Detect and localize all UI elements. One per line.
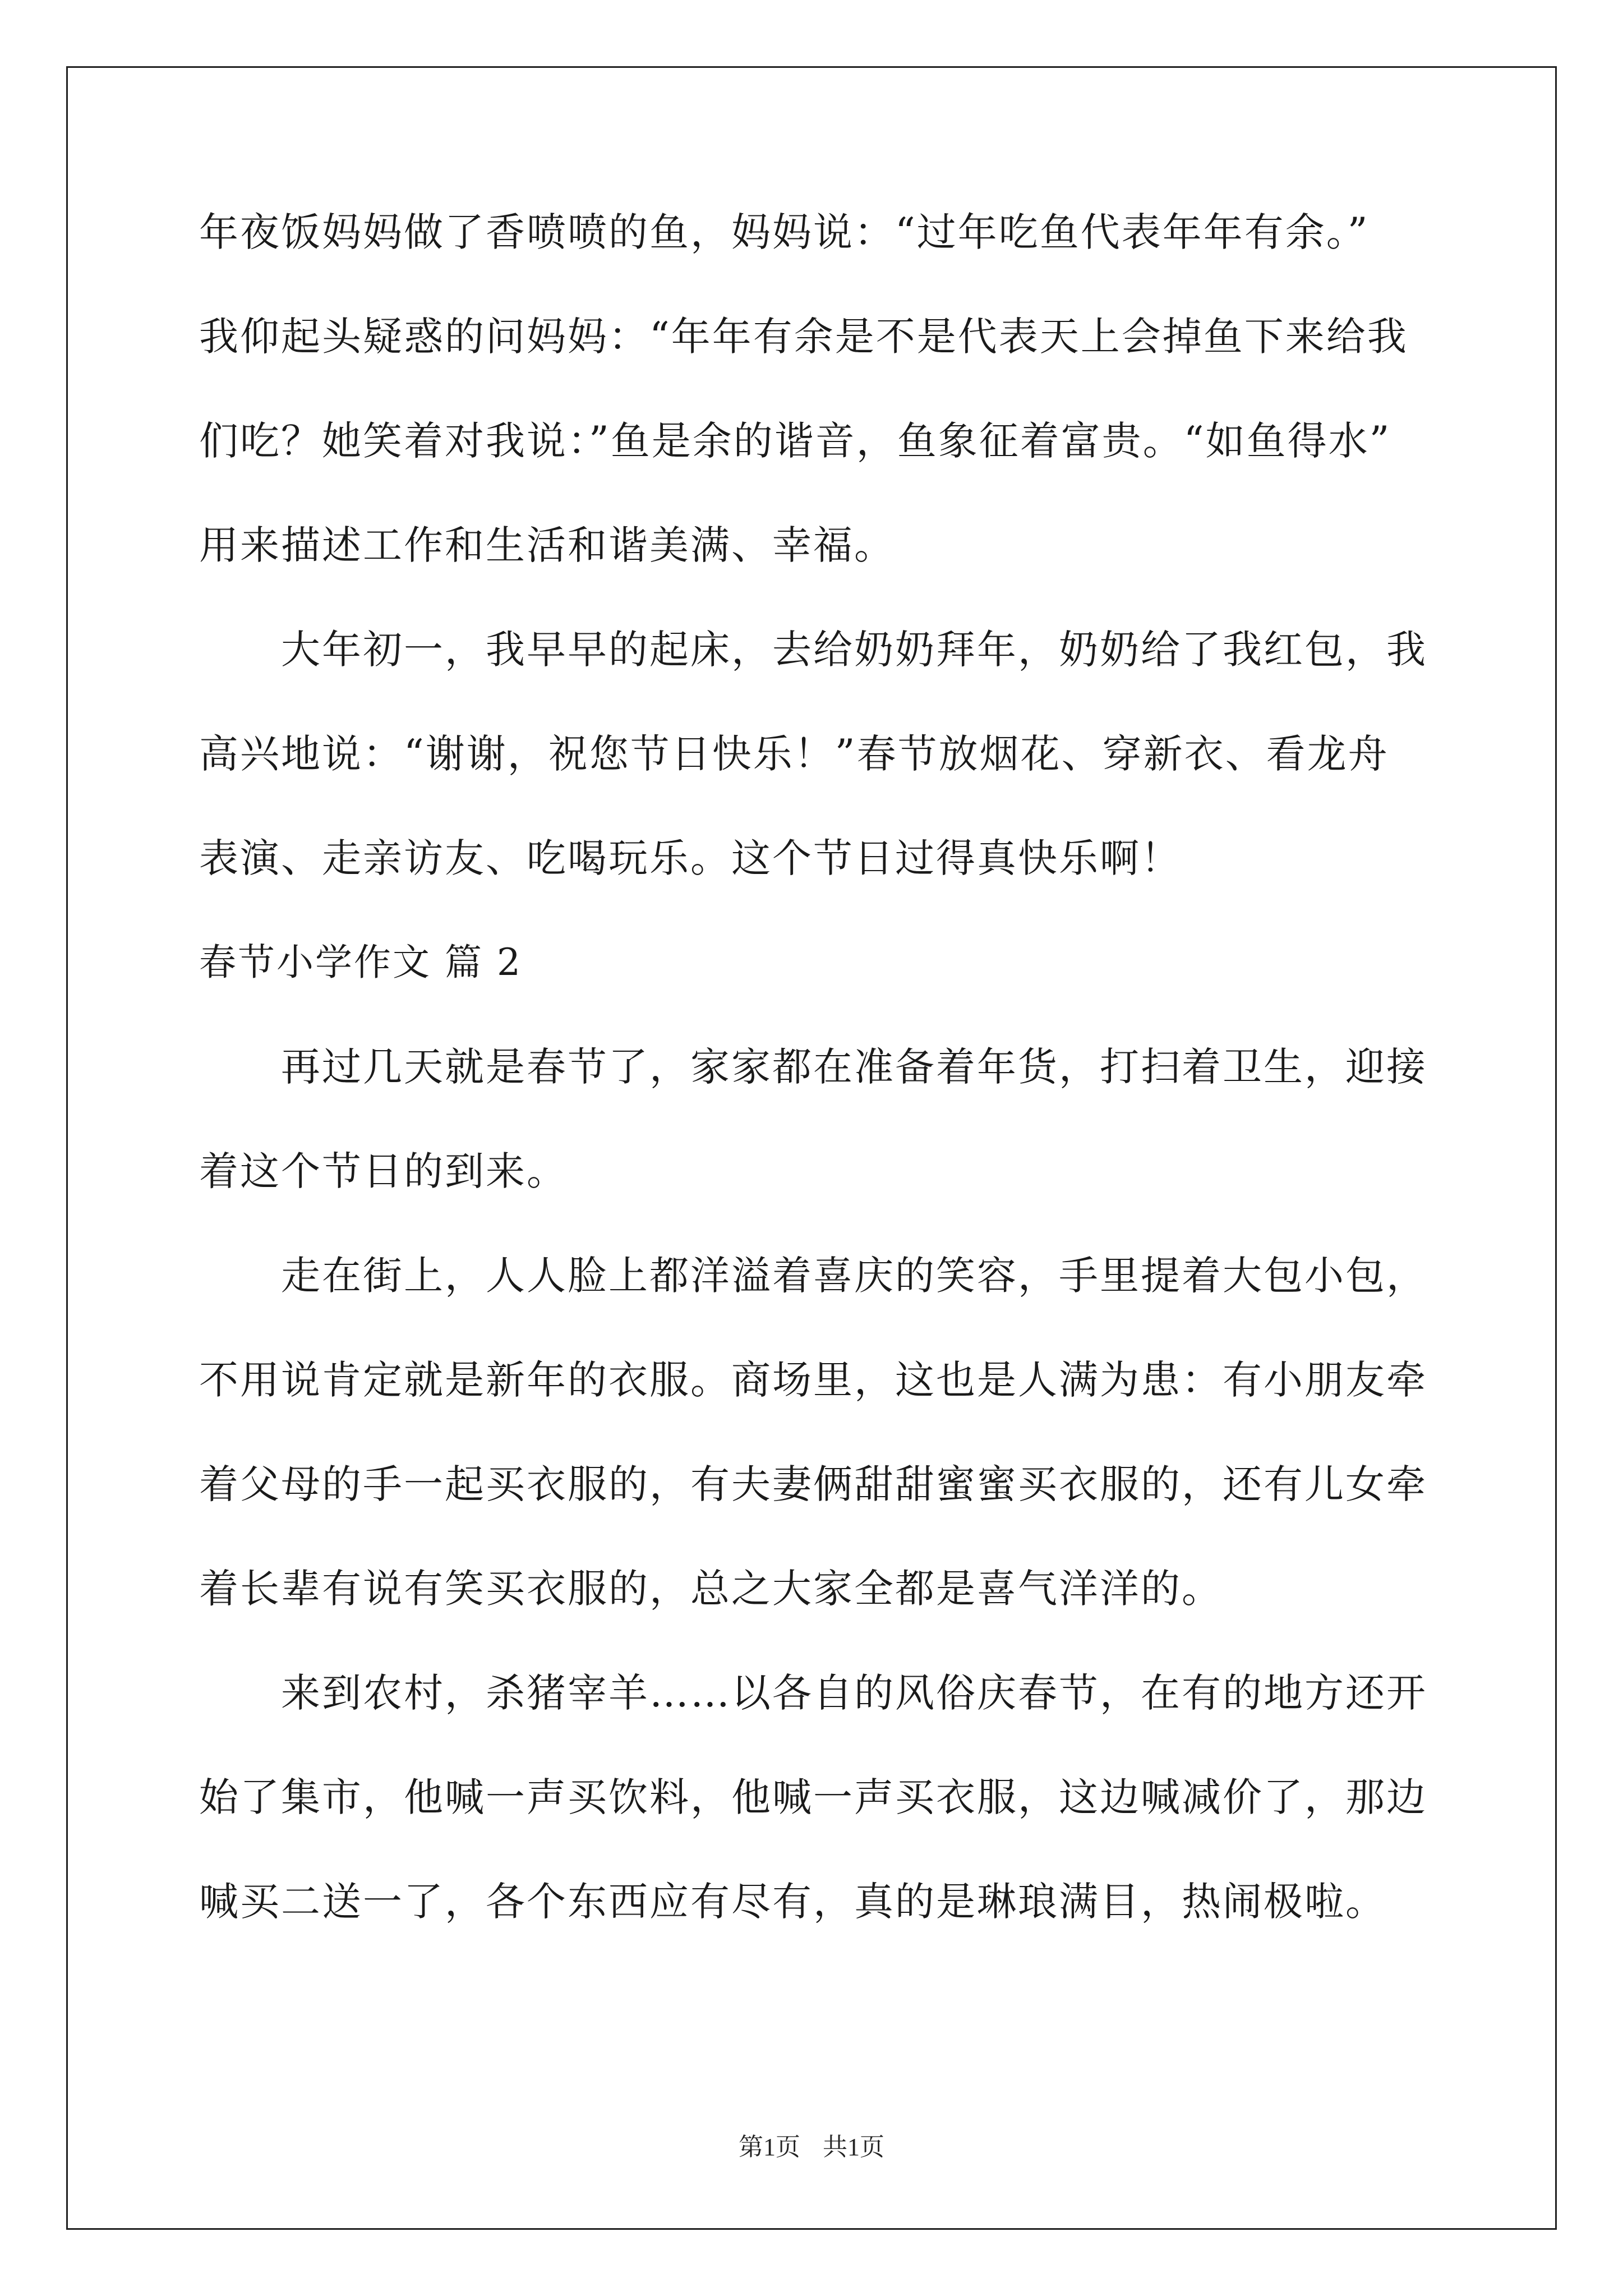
text-line: 不用说肯定就是新年的衣服。商场里，这也是人满为患：有小朋友牵 <box>199 1357 1427 1403</box>
text-line: 着这个节日的到来。 <box>199 1148 568 1194</box>
page-footer <box>0 2132 1623 2163</box>
text-line: 着长辈有说有笑买衣服的，总之大家全都是喜气洋洋的。 <box>199 1566 1223 1612</box>
page-number: 第1页 <box>739 2133 800 2161</box>
text-line: 年夜饭妈妈做了香喷喷的鱼，妈妈说：“过年吃鱼代表年年有余。” <box>199 209 1370 255</box>
text-line: 高兴地说：“谢谢，祝您节日快乐！”春节放烟花、穿新衣、看龙舟 <box>199 731 1389 777</box>
text-line: 始了集市，他喊一声买饮料，他喊一声买衣服，这边喊减价了，那边 <box>199 1774 1427 1820</box>
paragraph-start: 再过几天就是春节了，家家都在准备着年货，打扫着卫生，迎接 <box>281 1044 1427 1090</box>
page-total: 共1页 <box>823 2133 884 2161</box>
paragraph-start: 来到农村，杀猪宰羊……以各自的风俗庆春节，在有的地方还开 <box>281 1670 1427 1716</box>
text-line: 喊买二送一了，各个东西应有尽有，真的是琳琅满目，热闹极啦。 <box>199 1879 1386 1925</box>
section-heading: 春节小学作文 篇 2 <box>199 941 522 984</box>
text-line: 着父母的手一起买衣服的，有夫妻俩甜甜蜜蜜买衣服的，还有儿女牵 <box>199 1461 1427 1507</box>
paragraph-start: 走在街上，人人脸上都洋溢着喜庆的笑容，手里提着大包小包， <box>281 1253 1427 1299</box>
text-line: 表演、走亲访友、吃喝玩乐。这个节日过得真快乐啊！ <box>199 835 1182 881</box>
text-line: 们吃？她笑着对我说：”鱼是余的谐音，鱼象征着富贵。“如鱼得水” <box>199 418 1391 464</box>
text-line: 用来描述工作和生活和谐美满、幸福。 <box>199 522 895 568</box>
text-line: 我仰起头疑惑的问妈妈：“年年有余是不是代表天上会掉鱼下来给我 <box>199 314 1408 360</box>
document-body <box>199 206 1427 1980</box>
paragraph-start: 大年初一，我早早的起床，去给奶奶拜年，奶奶给了我红包，我 <box>281 627 1427 673</box>
